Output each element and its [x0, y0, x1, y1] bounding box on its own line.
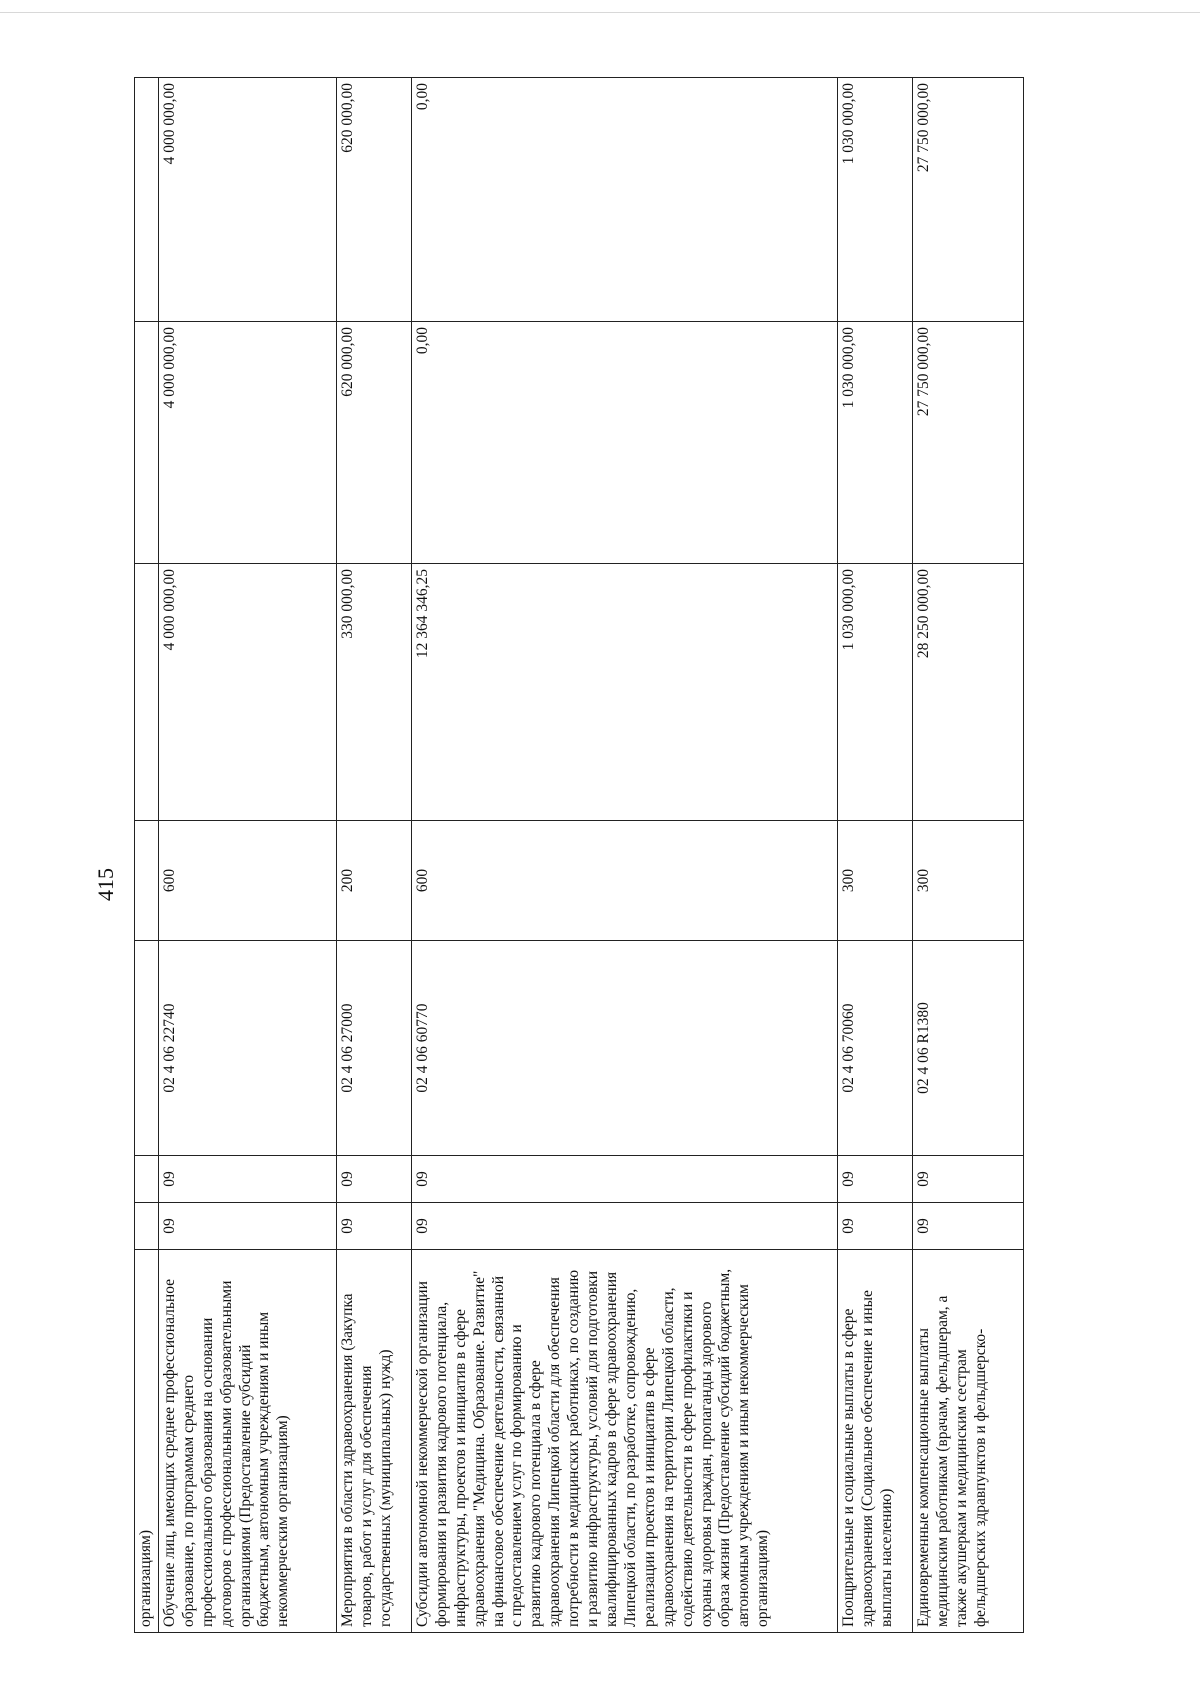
table-row: [837, 78, 912, 1633]
description-line: также акушеркам и медицинским сестрам: [952, 1349, 970, 1627]
description-line: здравоохранения на территории Липецкой области,: [659, 1287, 677, 1627]
description-line: Мероприятия в области здравоохранения (Закупка: [338, 1293, 356, 1627]
description-line: инфраструктуры, проектов и инициатив в сфере: [451, 1309, 469, 1627]
description-line: формирования и развития кадрового потенциала,: [432, 1301, 450, 1627]
page-number: 415: [93, 868, 118, 901]
description-cell: [912, 1250, 1023, 1633]
target-article-cell: [135, 941, 159, 1156]
rotated-table-frame: [134, 78, 1016, 1633]
description-line: образа жизни (Предоставление субсидий бюджетным,: [716, 1268, 734, 1627]
section-code-cell: 09: [158, 1203, 336, 1250]
amount-year2-cell: 0,00: [411, 322, 837, 564]
description-cell: [135, 1250, 159, 1633]
section-code-cell: 09: [912, 1203, 1023, 1250]
subsection-code-cell: 09: [912, 1156, 1023, 1203]
table-row: [158, 78, 336, 1633]
target-article-cell: 02 4 06 27000: [336, 941, 411, 1156]
description-line: реализации проектов и инициатив в сфере: [640, 1347, 658, 1627]
description-line: здравоохранения "Медицина. Образование. Развитие": [470, 1270, 488, 1627]
section-code-cell: [135, 1203, 159, 1250]
table-row: [912, 78, 1023, 1633]
description-line: образование, по программам среднего: [179, 1374, 197, 1627]
description-line: фельдшерских здравпунктов и фельдшерско-: [971, 1328, 989, 1627]
expense-type-cell: 300: [912, 821, 1023, 941]
rotated-table-wrapper: [134, 78, 1016, 1633]
description-line: Субсидии автономной некоммерческой организации: [413, 1281, 431, 1627]
description-line: на финансовое обеспечение деятельности, связанной: [489, 1275, 507, 1627]
description-line: здравоохранения Липецкой области для обеспечения: [546, 1277, 564, 1627]
description-line: государственных (муниципальных) нужд): [376, 1349, 394, 1627]
description-line: содействию деятельности в сфере профилактики и: [678, 1291, 696, 1627]
description-line: организациями (Предоставление субсидий: [236, 1344, 254, 1627]
amount-year2-cell: 4 000 000,00: [158, 322, 336, 564]
description-line: и развитию инфраструктуры, условий для подготовки: [584, 1270, 602, 1627]
table-row: [336, 78, 411, 1633]
expense-type-cell: [135, 821, 159, 941]
target-article-cell: 02 4 06 R1380: [912, 941, 1023, 1156]
description-line: организациям): [137, 1529, 154, 1627]
section-code-cell: 09: [411, 1203, 837, 1250]
description-line: потребности в медицинских работниках, по созданию: [565, 1269, 583, 1627]
amount-year1-cell: [135, 564, 159, 821]
description-line: Обучение лиц, имеющих среднее профессиональное: [160, 1278, 178, 1627]
description-line: некоммерческим организациям): [274, 1415, 292, 1627]
target-article-cell: 02 4 06 22740: [158, 941, 336, 1156]
amount-year2-cell: 1 030 000,00: [837, 322, 912, 564]
amount-year2-cell: 620 000,00: [336, 322, 411, 564]
table-row: [411, 78, 837, 1633]
amount-year3-cell: 4 000 000,00: [158, 78, 336, 322]
amount-year1-cell: 28 250 000,00: [912, 564, 1023, 821]
description-line: охраны здоровья граждан, пропаганды здорового: [697, 1301, 715, 1627]
description-line: Поощрительные и социальные выплаты в сфере: [839, 1308, 857, 1627]
target-article-cell: 02 4 06 60770: [411, 941, 837, 1156]
budget-table: [134, 77, 1024, 1633]
description-line: профессионального образования на основании: [198, 1317, 216, 1627]
description-line: товаров, работ и услуг для обеспечения: [357, 1365, 375, 1627]
amount-year1-cell: 12 364 346,25: [411, 564, 837, 821]
amount-year3-cell: 620 000,00: [336, 78, 411, 322]
description-line: бюджетным, автономным учреждениям и иным: [255, 1311, 273, 1627]
amount-year2-cell: [135, 322, 159, 564]
expense-type-cell: 600: [411, 821, 837, 941]
description-line: выплаты населению): [877, 1488, 895, 1627]
expense-type-cell: 600: [158, 821, 336, 941]
description-line: Единовременные компенсационные выплаты: [914, 1327, 932, 1627]
description-cell: [411, 1250, 837, 1633]
section-code-cell: 09: [336, 1203, 411, 1250]
description-line: квалифицированных кадров в сфере здравоохранения: [602, 1271, 620, 1627]
subsection-code-cell: 09: [158, 1156, 336, 1203]
table-body: [135, 78, 1024, 1633]
amount-year3-cell: 1 030 000,00: [837, 78, 912, 322]
amount-year3-cell: [135, 78, 159, 322]
description-cell: [837, 1250, 912, 1633]
description-line: договоров с профессиональными образовательными: [217, 1280, 235, 1627]
description-line: организациям): [754, 1529, 772, 1627]
subsection-code-cell: 09: [411, 1156, 837, 1203]
amount-year3-cell: 0,00: [411, 78, 837, 322]
description-line: Липецкой области, по разработке, сопровождению,: [621, 1288, 639, 1627]
scan-edge-line: [0, 12, 1200, 13]
target-article-cell: 02 4 06 70060: [837, 941, 912, 1156]
amount-year2-cell: 27 750 000,00: [912, 322, 1023, 564]
description-line: с предоставлением услуг по формированию и: [508, 1324, 526, 1627]
description-line: развитию кадрового потенциала в сфере: [527, 1360, 545, 1627]
expense-type-cell: 200: [336, 821, 411, 941]
expense-type-cell: 300: [837, 821, 912, 941]
amount-year1-cell: 4 000 000,00: [158, 564, 336, 821]
description-line: медицинским работникам (врачам, фельдшерам, а: [933, 1295, 951, 1627]
section-code-cell: 09: [837, 1203, 912, 1250]
description-cell: [158, 1250, 336, 1633]
table-row: [135, 78, 159, 1633]
subsection-code-cell: 09: [837, 1156, 912, 1203]
subsection-code-cell: 09: [336, 1156, 411, 1203]
amount-year3-cell: 27 750 000,00: [912, 78, 1023, 322]
description-cell: [336, 1250, 411, 1633]
description-line: автономным учреждениям и иным некоммерческим: [735, 1284, 753, 1627]
amount-year1-cell: 1 030 000,00: [837, 564, 912, 821]
subsection-code-cell: [135, 1156, 159, 1203]
description-line: здравоохранения (Социальное обеспечение и иные: [858, 1290, 876, 1627]
amount-year1-cell: 330 000,00: [336, 564, 411, 821]
